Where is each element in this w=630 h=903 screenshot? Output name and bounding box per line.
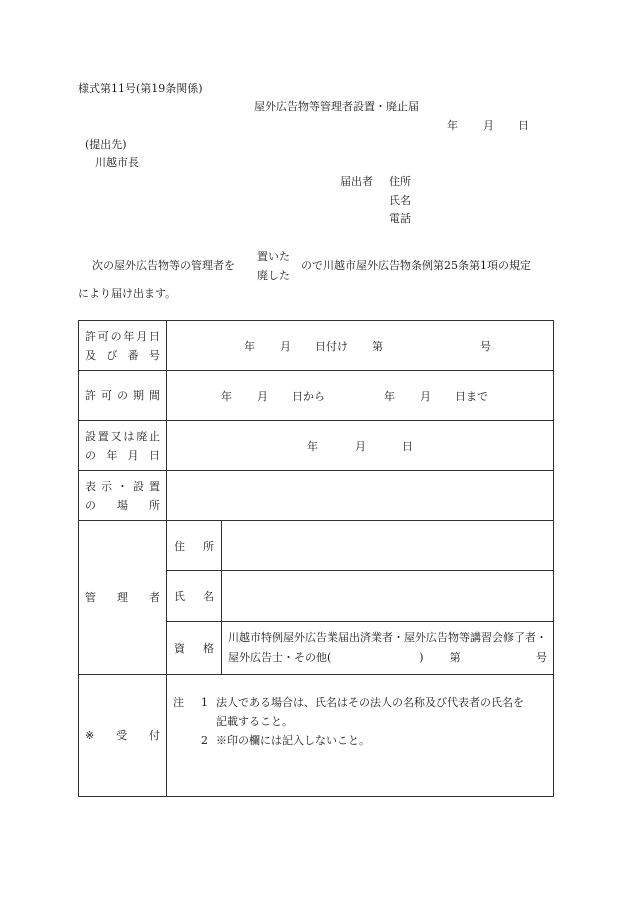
applicant-name-label: 氏名 — [389, 194, 411, 207]
install-abolish-date-field[interactable]: 年 月 日 — [167, 421, 554, 471]
permit-date-number-row — [79, 321, 554, 371]
statement-line2: により届け出ます。 — [78, 287, 177, 300]
form-number: 様式第11号(第19条関係) — [78, 82, 203, 95]
applicant-address-label: 住所 — [389, 175, 411, 188]
statement-option-set: 置いた — [257, 250, 290, 263]
permit-period-row — [79, 371, 554, 421]
permit-date-number-field[interactable]: 年 月 日付け 第 号 — [167, 321, 554, 371]
manager-qualification-field[interactable] — [222, 622, 554, 675]
manager-address-label: 住 所 — [167, 521, 222, 571]
notes-section — [167, 675, 554, 797]
note-1: 注 1 法人である場合は、氏名はその法人の名称及び代表者の氏名を — [173, 696, 524, 709]
submit-to-label: (提出先) — [85, 138, 127, 151]
note-1-continued: 記載すること。 — [216, 715, 293, 728]
form-title: 屋外広告物等管理者設置・廃止届 — [254, 100, 419, 113]
manager-label: 管 理 者 — [79, 521, 167, 675]
location-field[interactable] — [167, 471, 554, 521]
manager-name-label: 氏 名 — [167, 571, 222, 622]
permit-period-field[interactable]: 年 月 日から 年 月 日まで — [167, 371, 554, 421]
permit-period-label: 許 可 の 期 間 — [79, 371, 167, 421]
statement-option-abolish: 廃した — [257, 269, 290, 282]
statement-before: 次の屋外広告物等の管理者を — [92, 259, 235, 272]
date-year-label: 年 — [447, 119, 458, 132]
reception-label: ※ 受 付 — [79, 675, 167, 797]
manager-name-field[interactable] — [222, 571, 554, 622]
manager-address-field[interactable] — [222, 521, 554, 571]
reception-row — [79, 675, 554, 797]
date-month-label: 月 — [483, 119, 494, 132]
location-row — [79, 471, 554, 521]
date-day-label: 日 — [518, 119, 529, 132]
location-label: 表 示 ・ 設 置 の 場 所 — [79, 471, 167, 521]
manager-qualification-label: 資 格 — [167, 622, 222, 675]
install-abolish-date-row — [79, 421, 554, 471]
install-abolish-date-label: 設 置 又 は 廃 止 の 年 月 日 — [79, 421, 167, 471]
note-2: 2 ※印の欄には記入しないこと。 — [201, 734, 370, 747]
applicant-phone-label: 電話 — [389, 212, 411, 225]
notification-table — [78, 320, 554, 797]
manager-address-row — [79, 521, 554, 571]
statement-after: ので川越市屋外広告物条例第25条第1項の規定 — [301, 259, 531, 272]
permit-date-number-label: 許 可 の 年 月 日 及 び 番 号 — [79, 321, 167, 371]
applicant-label: 届出者 — [340, 175, 373, 188]
qualification-options-line1: 川越市特例屋外広告業届出済業者・屋外広告物等講習会修了者・ — [228, 631, 547, 644]
addressee: 川越市長 — [95, 156, 139, 169]
qualification-options-line2: 屋外広告士・その他( ) 第 号 — [228, 651, 547, 664]
